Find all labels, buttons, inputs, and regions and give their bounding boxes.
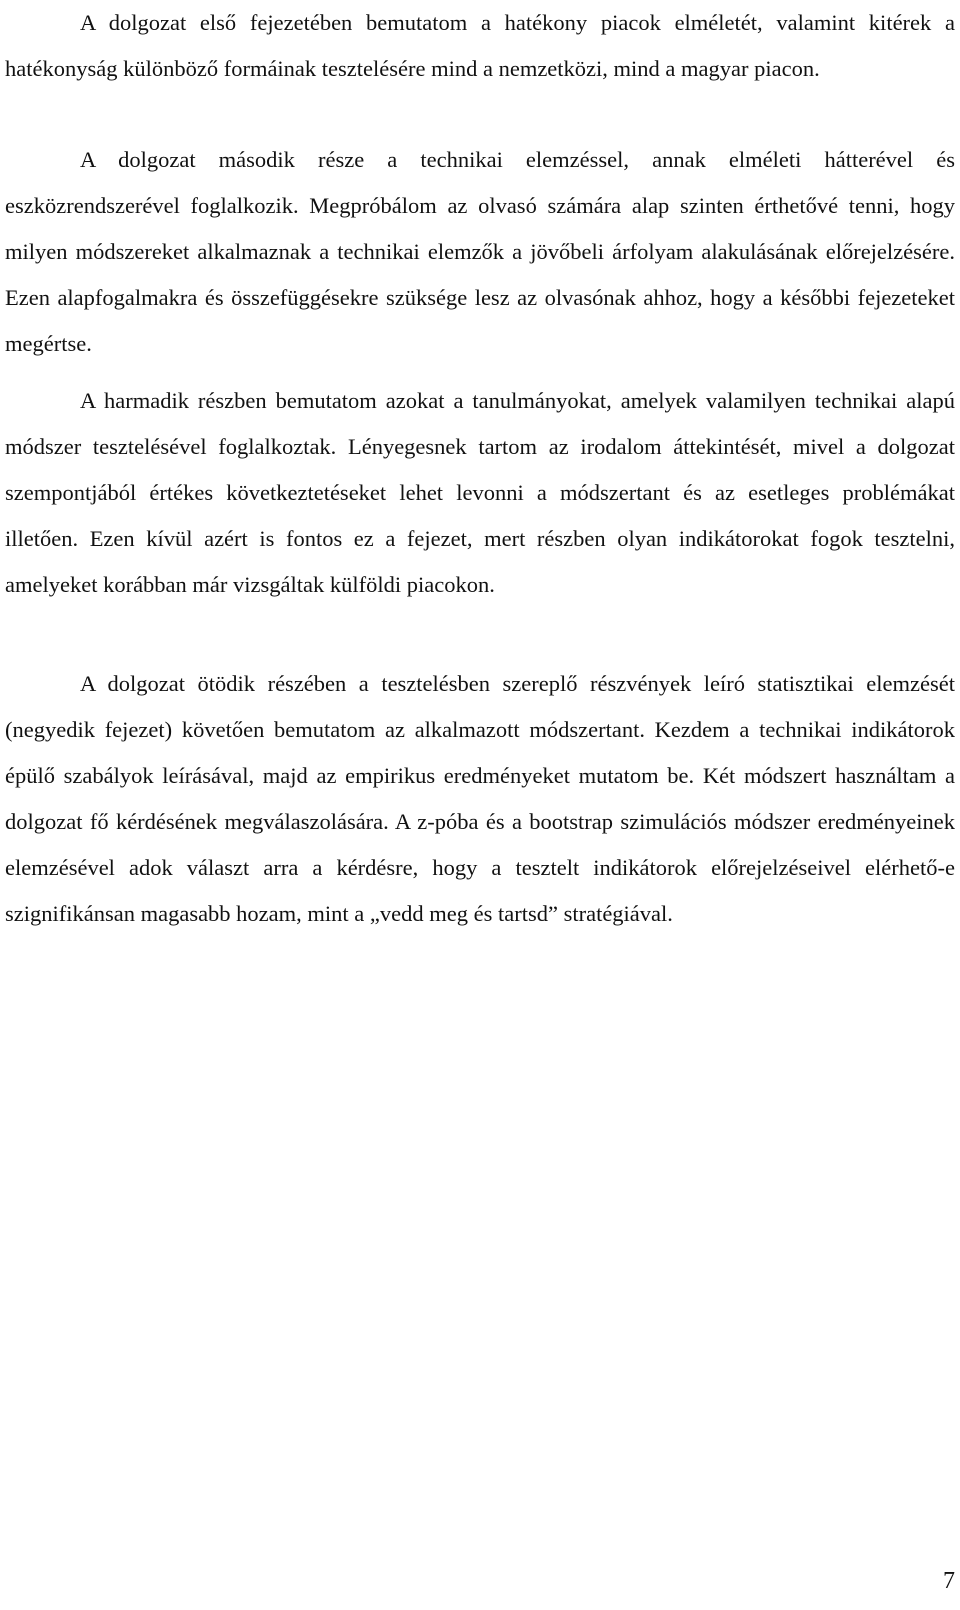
paragraph-1: A dolgozat első fejezetében bemutatom a hatékony piacok elméletét, valamint kitérek a hatékonyság különböző formáinak tesztelésére mind a nemzetközi, mind a magyar piacon. [5,10,955,81]
paragraph-3: A harmadik részben bemutatom azokat a tanulmányokat, amelyek valamilyen technikai alapú módszer tesztelésével foglalkoztak. Lényegesnek tartom az irodalom áttekintését, mivel a dolgozat szempontjából értékes következtetéseket lehet levonni a módszertant és az esetleges problémákat illetően. Ezen kívül azért is fontos ez a fejezet, mert részben olyan indikátorokat fogok tesztelni, amelyeket korábban már vizsgáltak külföldi piacokon. [5,388,955,597]
paragraph-4: A dolgozat ötödik részében a tesztelésben szereplő részvények leíró statisztikai elemzését (negyedik fejezet) követően bemutatom az alkalmazott módszertant. Kezdem a technikai indikátorok épülő szabályok leírásával, majd az empirikus eredményeket mutatom be. Két módszert használtam a dolgozat fő kérdésének megválaszolására. A z-póba és a bootstrap szimulációs módszer eredményeinek elemzésével adok választ arra a kérdésre, hogy a tesztelt indikátorok előrejelzéseivel elérhető-e szignifikánsan magasabb hozam, mint a „vedd meg és tartsd” stratégiával. [5,671,955,926]
document-page [5,0,955,1610]
paragraph-2: A dolgozat második része a technikai elemzéssel, annak elméleti hátterével és eszközrendszerével foglalkozik. Megpróbálom az olvasó számára alap szinten érthetővé tenni, hogy milyen módszereket alkalmaznak a technikai elemzők a jövőbeli árfolyam alakulásának előrejelzésére. Ezen alapfogalmakra és összefüggésekre szüksége lesz az olvasónak ahhoz, hogy a későbbi fejezeteket megértse. [5,147,955,356]
page-number: 7 [943,1568,955,1594]
